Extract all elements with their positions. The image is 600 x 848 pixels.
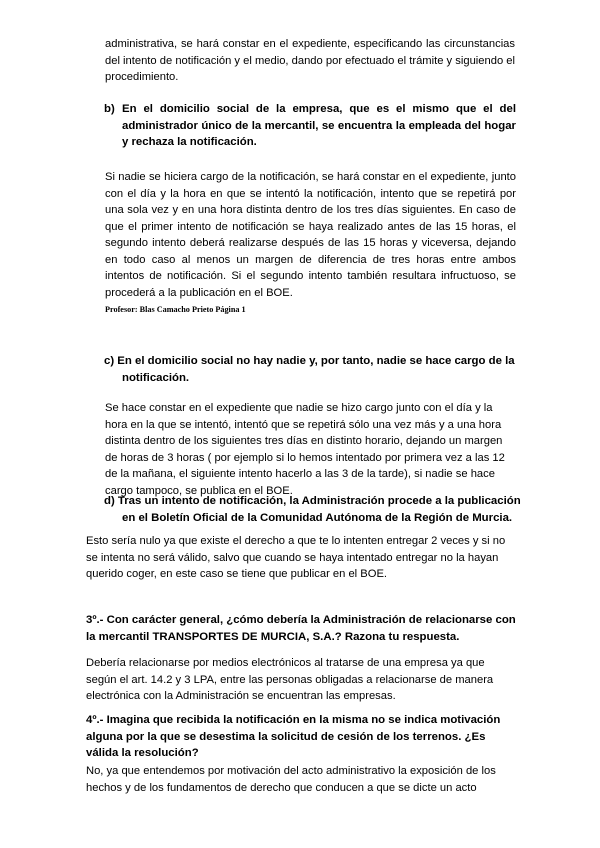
paragraph-procedure: administrativa, se hará constar en el expediente, especificando las circunstancias del intento de notificación y el medio, dando por efectuado el trámite y siguiendo el procedimiento.	[105, 38, 515, 83]
paragraph-null: Esto sería nulo ya que existe el derecho a que te lo intenten entregar 2 veces y si no se intenta no será válido, salvo que cuando se haya intentado entregar no la hayan querido coger, en este caso se tiene que publicar en el BOE.	[86, 535, 506, 580]
heading-c-line2: notificación.	[122, 371, 190, 384]
heading-b	[104, 101, 516, 151]
page-footer: Profesor: Blas Camacho Prieto Página 1	[105, 305, 246, 314]
paragraph-no-one-takes: Si nadie se hiciera cargo de la notificación, se hará constar en el expediente, junto con el día y la hora en que se intentó la notificación, intento que se repetirá por una sola vez y en una hora distinta dentro de los tres días siguientes. En caso de que el primer intento de notificación se haya realizado antes de las 15 horas, el segundo intento deberá realizarse después de las 15 horas y viceversa, dejando en todo caso al menos un margen de diferencia de tres horas entre ambos intentos de notificación. Si el segundo intento también resultara infructuoso, se procederá a la publicación en el BOE.	[105, 171, 516, 299]
heading-b-text: En el domicilio social de la empresa, que es el mismo que el del administrador único de la mercantil, se encuentra la empleada del hogar y rechaza la notificación.	[122, 103, 516, 148]
heading-b-marker: b)	[104, 103, 115, 115]
heading-d-line2: en el Boletín Oficial de la Comunidad Autónoma de la Región de Murcia.	[122, 511, 513, 524]
heading-c	[104, 353, 524, 386]
heading-d	[104, 493, 524, 526]
heading-c-line1: c) En el domicilio social no hay nadie y, por tanto, nadie se hace cargo de la	[104, 355, 515, 367]
heading-d-line1: d) Tras un intento de notificación, la Administración procede a la publicación	[104, 495, 521, 507]
heading-question-3-line2: la mercantil TRANSPORTES DE MURCIA, S.A.? Razona tu respuesta.	[86, 630, 460, 643]
paragraph-answer-4: No, ya que entendemos por motivación del acto administrativo la exposición de los hechos y de los fundamentos de derecho que conducen a que se dicte un acto	[86, 765, 496, 794]
paragraph-answer-3: Debería relacionarse por medios electrónicos al tratarse de una empresa ya que según el art. 14.2 y 3 LPA, entre las personas obligadas a relacionarse de manera electrónica con la Administración se encuentran las empresas.	[86, 657, 494, 702]
paragraph-record: Se hace constar en el expediente que nadie se hizo cargo junto con el día y la hora en la que se intentó, intentó que se repetirá sólo una vez más y a una hora distinta dentro de los siguientes tres días en distinto horario, dejando un margen de horas de 3 horas ( por ejemplo si lo hemos intentado por primera vez a las 12 de la mañana, el siguiente intento hacerlo a las 3 de la tarde), si nadie se hace cargo tampoco, se publica en el BOE.	[105, 402, 505, 497]
heading-question-4: 4º.- Imagina que recibida la notificación en la misma no se indica motivación alguna por la que se desestima la solicitud de cesión de los terrenos. ¿Es válida la resolución?	[86, 714, 501, 759]
heading-question-3-line1: 3º.- Con carácter general, ¿cómo debería la Administración de relacionarse con	[86, 614, 516, 626]
heading-question-3	[86, 612, 526, 645]
